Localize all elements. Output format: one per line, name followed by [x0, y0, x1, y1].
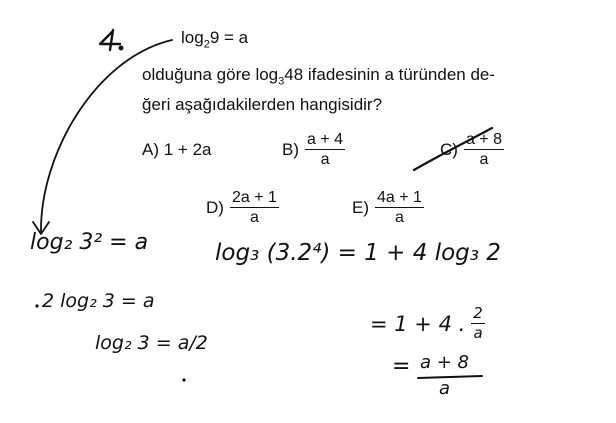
- option-a: [142, 140, 211, 160]
- line1-after: ifadesinin a türünden de-: [303, 65, 496, 84]
- hand-right-line-2: [370, 304, 485, 343]
- option-b-denominator: a: [320, 151, 330, 168]
- hand-right-line-3-equals: =: [392, 354, 411, 379]
- option-c-label: C): [440, 139, 458, 159]
- option-d-denominator: a: [249, 209, 259, 226]
- option-c-fraction: [464, 130, 504, 169]
- line1-log: log: [255, 65, 279, 84]
- hand-right-line-3-num: a + 8: [420, 352, 470, 373]
- question-line-1: [142, 65, 495, 87]
- option-b-label: B): [282, 139, 299, 159]
- given-base: 2: [203, 38, 210, 51]
- line1-before: olduğuna göre: [142, 65, 256, 84]
- hand-right-line-3-fraction: [420, 352, 469, 400]
- given-arg: 9: [209, 28, 220, 47]
- option-d-fraction: [230, 188, 279, 227]
- line1-log-base: 3: [278, 75, 285, 88]
- hand-right-line-3-den: a: [438, 378, 451, 399]
- option-e-fraction: [375, 188, 424, 227]
- given-rhs: = a: [224, 28, 249, 47]
- option-c-denominator: a: [479, 151, 489, 168]
- ink-dot: [182, 378, 185, 381]
- line1-log-arg: 48: [284, 65, 304, 84]
- option-d: [206, 188, 279, 227]
- given-log: log: [181, 28, 204, 47]
- option-c-numerator: a + 8: [465, 131, 502, 148]
- hand-right-line-2-den: a: [473, 324, 483, 342]
- option-e: [352, 188, 424, 227]
- hand-right-line-2-prefix: = 1 + 4 .: [370, 311, 466, 336]
- option-b-fraction: [305, 130, 345, 169]
- option-e-numerator: 4a + 1: [377, 189, 422, 206]
- hand-right-line-2-num: 2: [473, 304, 483, 322]
- option-d-label: D): [206, 197, 224, 217]
- option-b: [282, 130, 345, 169]
- ink-dot: [35, 304, 38, 307]
- option-e-denominator: a: [395, 209, 404, 226]
- question-number-strokes: [100, 30, 122, 50]
- question-line-2: ğeri aşağıdakilerden hangisidir?: [142, 95, 383, 114]
- option-a-text: 1 + 2a: [163, 140, 212, 159]
- option-e-label: E): [352, 197, 369, 217]
- hand-right-line-1: log₃ (3.2⁴) = 1 + 4 log₃ 2: [215, 240, 501, 266]
- hand-left-line-2: 2 log₂ 3 = a: [42, 290, 155, 312]
- option-c: [440, 130, 504, 169]
- hand-right-line-2-fraction: [471, 304, 485, 343]
- option-d-numerator: 2a + 1: [231, 189, 277, 206]
- given-expression: [181, 28, 248, 50]
- option-b-numerator: a + 4: [307, 131, 344, 148]
- option-a-label: A): [142, 140, 159, 159]
- hand-left-line-3: log₂ 3 = a/2: [95, 332, 208, 354]
- hand-left-line-1: log₂ 3² = a: [30, 230, 149, 255]
